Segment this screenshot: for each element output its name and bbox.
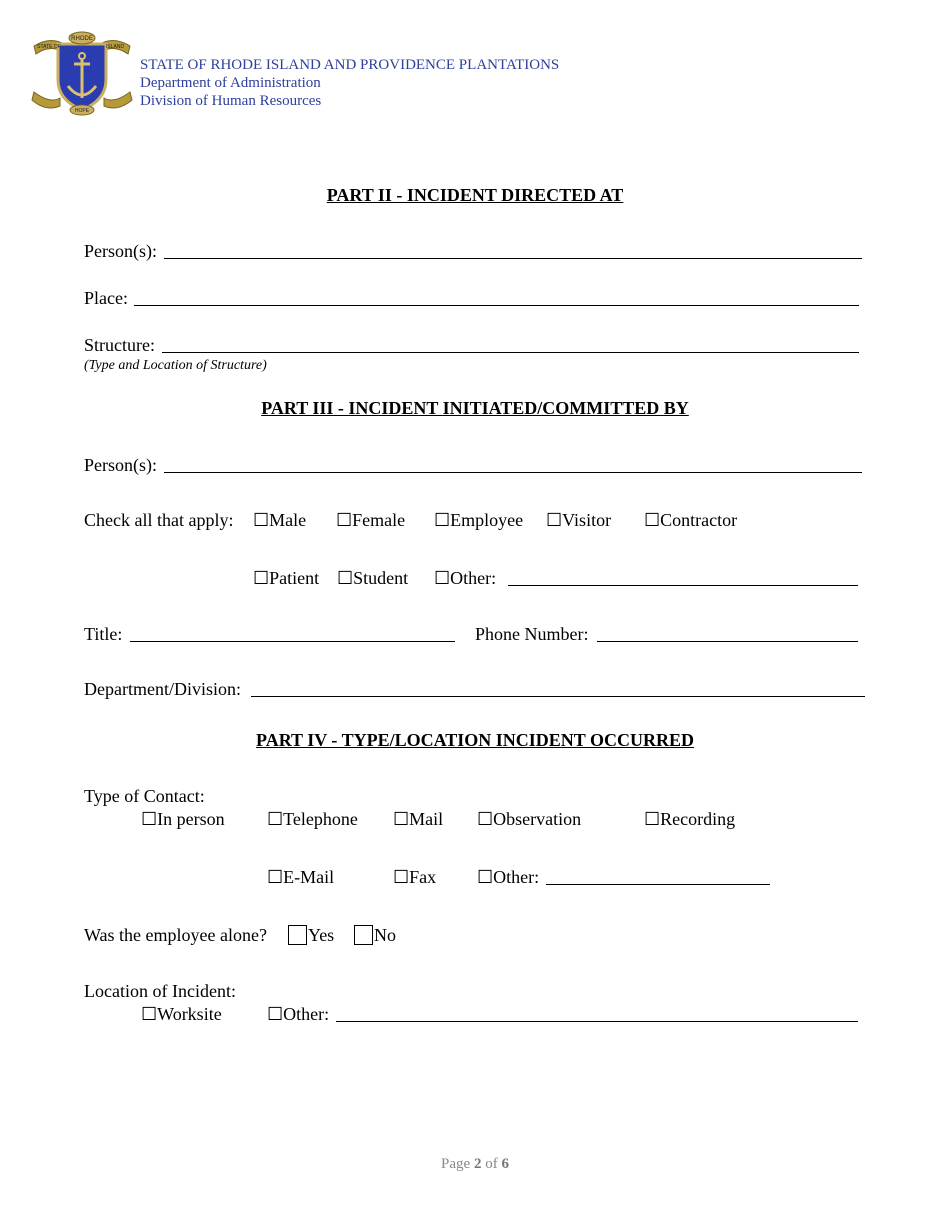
part4-other-contact-field[interactable] xyxy=(546,868,770,885)
header-department: Department of Administration xyxy=(140,75,321,91)
checkbox-other-contact[interactable]: ☐ Other: xyxy=(477,866,539,888)
part2-place-field[interactable] xyxy=(134,289,859,306)
part4-location-label: Location of Incident: xyxy=(84,981,236,1001)
part2-persons-field[interactable] xyxy=(164,242,862,259)
part3-other-field[interactable] xyxy=(508,569,858,586)
checkbox-student[interactable]: ☐ Student xyxy=(337,567,408,589)
checkbox-other-location[interactable]: ☐ Other: xyxy=(267,1003,329,1025)
part3-persons-label: Person(s): xyxy=(84,455,157,475)
part2-structure-label: Structure: xyxy=(84,335,155,355)
seal-text-right: ISLAND xyxy=(105,44,125,50)
checkbox-mail[interactable]: ☐ Mail xyxy=(393,808,443,830)
part3-dept-label: Department/Division: xyxy=(84,679,241,699)
part3-dept-field[interactable] xyxy=(251,680,865,697)
checkbox-email[interactable]: ☐ E-Mail xyxy=(267,866,334,888)
alone-no-checkbox[interactable] xyxy=(354,925,373,945)
alone-yes-label: Yes xyxy=(308,925,335,945)
part3-heading: PART III - INCIDENT INITIATED/COMMITTED BY xyxy=(261,398,689,418)
checkbox-recording[interactable]: ☐ Recording xyxy=(644,808,735,830)
part3-phone-field[interactable] xyxy=(597,625,858,642)
part3-title-field[interactable] xyxy=(130,625,455,642)
footer-page-total: 6 xyxy=(501,1156,509,1172)
checkbox-telephone[interactable]: ☐ Telephone xyxy=(267,808,358,830)
seal-text-bottom: HOPE xyxy=(74,108,90,114)
part4-alone-label: Was the employee alone? xyxy=(84,925,267,945)
part2-heading: PART II - INCIDENT DIRECTED AT xyxy=(326,185,624,205)
checkbox-patient[interactable]: ☐ Patient xyxy=(253,567,319,589)
footer-of-word: of xyxy=(485,1156,498,1172)
part2-persons-label: Person(s): xyxy=(84,241,157,261)
checkbox-visitor[interactable]: ☐ Visitor xyxy=(546,509,611,531)
checkbox-contractor[interactable]: ☐ Contractor xyxy=(644,509,737,531)
page-number xyxy=(0,1156,950,1173)
checkbox-employee[interactable]: ☐ Employee xyxy=(434,509,523,531)
part3-check-label: Check all that apply: xyxy=(84,510,234,530)
seal-text-left: STATE OF xyxy=(37,44,61,50)
checkbox-other-role[interactable]: ☐ Other: xyxy=(434,567,496,589)
part4-heading: PART IV - TYPE/LOCATION INCIDENT OCCURRED xyxy=(256,730,694,750)
checkbox-in-person[interactable]: ☐ In person xyxy=(141,808,225,830)
part2-structure-field[interactable] xyxy=(162,336,859,353)
alone-no-label: No xyxy=(374,925,396,945)
alone-yes-option[interactable] xyxy=(288,924,334,946)
checkbox-worksite[interactable]: ☐ Worksite xyxy=(141,1003,222,1025)
seal-image xyxy=(30,30,134,118)
checkbox-female[interactable]: ☐ Female xyxy=(336,509,405,531)
header-division: Division of Human Resources xyxy=(140,93,322,109)
part2-place-label: Place: xyxy=(84,288,128,308)
alone-no-option[interactable] xyxy=(354,924,396,946)
part3-persons-field[interactable] xyxy=(164,456,862,473)
seal-text-top: RHODE xyxy=(71,36,93,42)
checkbox-fax[interactable]: ☐ Fax xyxy=(393,866,436,888)
footer-page-current: 2 xyxy=(473,1156,482,1172)
header-state: STATE OF RHODE ISLAND AND PROVIDENCE PLANTATIONS xyxy=(140,57,560,73)
part4-contact-label: Type of Contact: xyxy=(84,786,205,806)
checkbox-male[interactable]: ☐ Male xyxy=(253,509,306,531)
part4-other-location-field[interactable] xyxy=(336,1005,858,1022)
checkbox-observation[interactable]: ☐ Observation xyxy=(477,808,581,830)
footer-page-word: Page xyxy=(441,1156,471,1172)
part2-structure-note: (Type and Location of Structure) xyxy=(84,358,267,373)
part3-phone-label: Phone Number: xyxy=(475,624,589,644)
state-seal xyxy=(30,30,134,118)
part3-title-label: Title: xyxy=(84,624,123,644)
alone-yes-checkbox[interactable] xyxy=(288,925,307,945)
